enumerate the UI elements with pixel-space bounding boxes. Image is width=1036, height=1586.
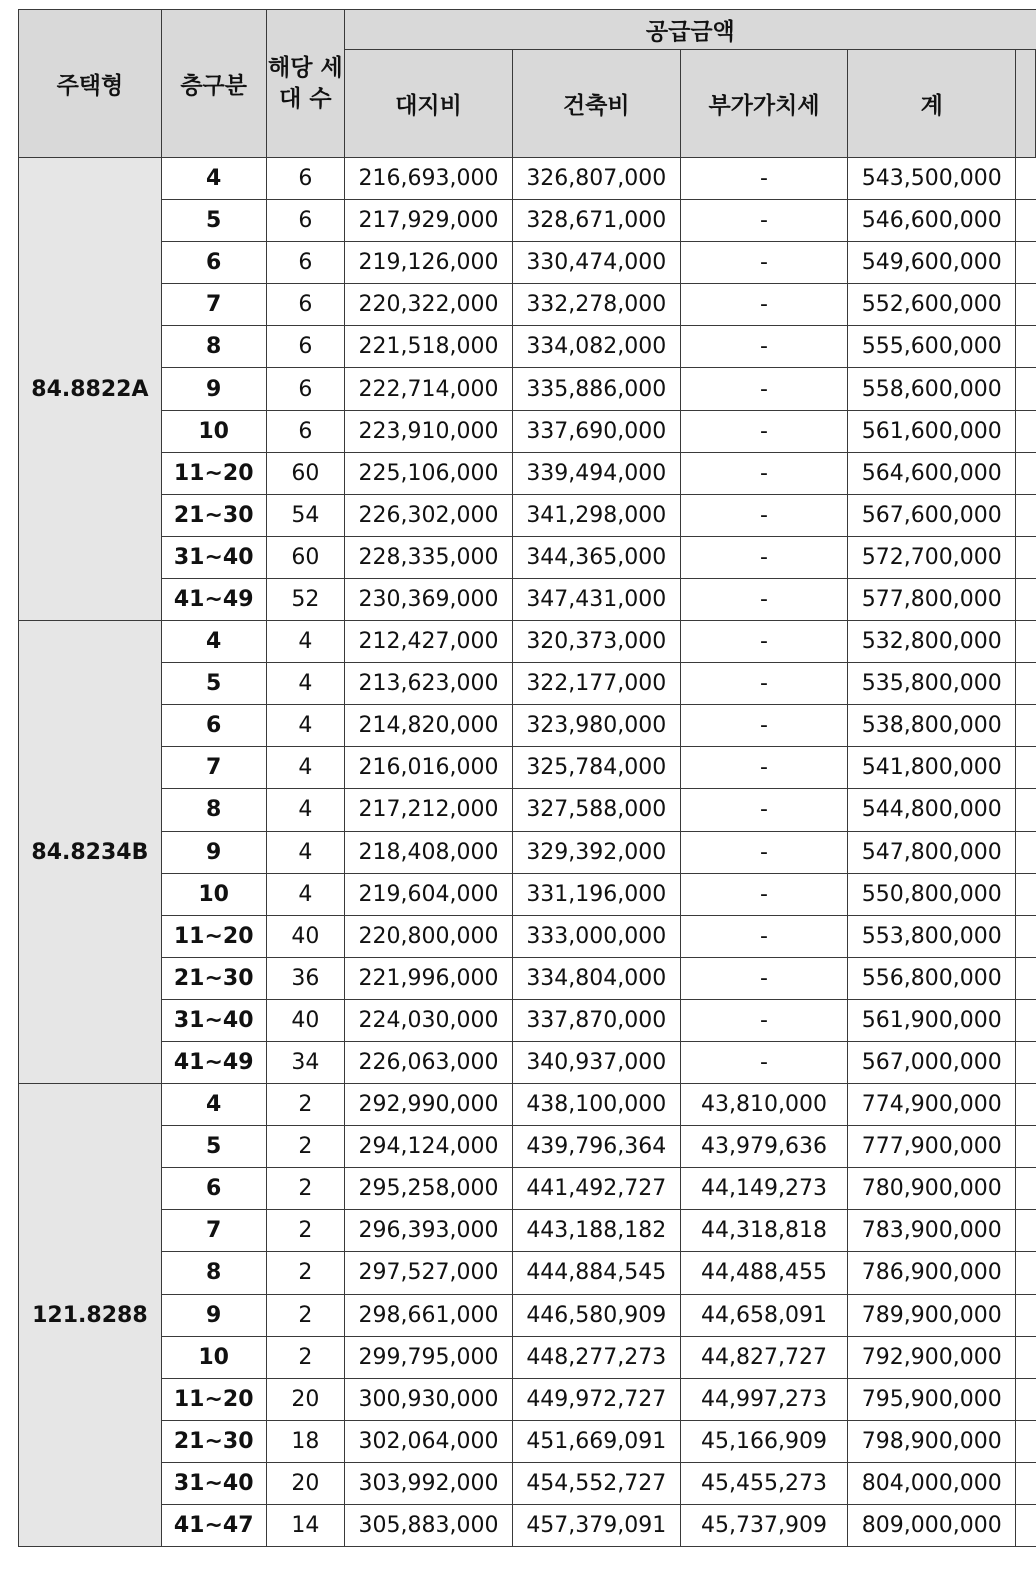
cut-off-cell bbox=[1016, 1505, 1036, 1547]
floor-cell: 10 bbox=[161, 1336, 266, 1378]
floor-cell: 6 bbox=[161, 1168, 266, 1210]
floor-cell: 4 bbox=[161, 621, 266, 663]
households-cell: 2 bbox=[266, 1168, 345, 1210]
total-cell: 567,000,000 bbox=[848, 1041, 1016, 1083]
table-row bbox=[19, 1210, 1036, 1252]
floor-cell: 8 bbox=[161, 326, 266, 368]
cut-off-cell bbox=[1016, 368, 1036, 410]
table-row bbox=[19, 957, 1036, 999]
total-cell: 786,900,000 bbox=[848, 1252, 1016, 1294]
floor-cell: 11~20 bbox=[161, 1378, 266, 1420]
floor-cell: 11~20 bbox=[161, 915, 266, 957]
cut-off-cell bbox=[1016, 410, 1036, 452]
table-row bbox=[19, 410, 1036, 452]
building-cost-cell: 441,492,727 bbox=[512, 1168, 680, 1210]
households-cell: 2 bbox=[266, 1126, 345, 1168]
vat-cell: - bbox=[680, 494, 848, 536]
housing-type-cell: 84.8234B bbox=[19, 621, 162, 1084]
land-cost-cell: 216,016,000 bbox=[345, 747, 513, 789]
households-cell: 60 bbox=[266, 452, 345, 494]
table-row bbox=[19, 368, 1036, 410]
building-cost-cell: 337,690,000 bbox=[512, 410, 680, 452]
cut-off-cell bbox=[1016, 200, 1036, 242]
table-row bbox=[19, 284, 1036, 326]
total-cell: 538,800,000 bbox=[848, 705, 1016, 747]
households-cell: 6 bbox=[266, 200, 345, 242]
cut-off-cell bbox=[1016, 1294, 1036, 1336]
households-cell: 2 bbox=[266, 1336, 345, 1378]
floor-cell: 6 bbox=[161, 705, 266, 747]
cut-off-cell bbox=[1016, 747, 1036, 789]
total-cell: 552,600,000 bbox=[848, 284, 1016, 326]
vat-cell: 45,455,273 bbox=[680, 1462, 848, 1504]
land-cost-cell: 224,030,000 bbox=[345, 999, 513, 1041]
cut-off-cell bbox=[1016, 536, 1036, 578]
floor-cell: 10 bbox=[161, 410, 266, 452]
total-cell: 572,700,000 bbox=[848, 536, 1016, 578]
table-header bbox=[19, 10, 1036, 158]
housing-type-cell: 121.8288 bbox=[19, 1084, 162, 1547]
land-cost-cell: 216,693,000 bbox=[345, 158, 513, 200]
table-row bbox=[19, 452, 1036, 494]
housing-type-cell: 84.8822A bbox=[19, 158, 162, 621]
table-row bbox=[19, 200, 1036, 242]
households-cell: 20 bbox=[266, 1378, 345, 1420]
table-row bbox=[19, 494, 1036, 536]
total-cell: 547,800,000 bbox=[848, 831, 1016, 873]
total-cell: 792,900,000 bbox=[848, 1336, 1016, 1378]
table-row bbox=[19, 1168, 1036, 1210]
total-cell: 558,600,000 bbox=[848, 368, 1016, 410]
households-cell: 2 bbox=[266, 1294, 345, 1336]
total-cell: 809,000,000 bbox=[848, 1505, 1016, 1547]
cut-off-cell bbox=[1016, 1041, 1036, 1083]
floor-cell: 11~20 bbox=[161, 452, 266, 494]
building-cost-cell: 454,552,727 bbox=[512, 1462, 680, 1504]
total-cell: 561,600,000 bbox=[848, 410, 1016, 452]
cut-off-cell bbox=[1016, 1462, 1036, 1504]
total-cell: 795,900,000 bbox=[848, 1378, 1016, 1420]
cut-off-cell bbox=[1016, 452, 1036, 494]
vat-cell: 43,979,636 bbox=[680, 1126, 848, 1168]
households-cell: 34 bbox=[266, 1041, 345, 1083]
table-row bbox=[19, 789, 1036, 831]
building-cost-cell: 340,937,000 bbox=[512, 1041, 680, 1083]
header-floor: 층구분 bbox=[161, 10, 266, 158]
households-cell: 18 bbox=[266, 1420, 345, 1462]
building-cost-cell: 334,804,000 bbox=[512, 957, 680, 999]
vat-cell: - bbox=[680, 873, 848, 915]
floor-cell: 6 bbox=[161, 242, 266, 284]
households-cell: 60 bbox=[266, 536, 345, 578]
floor-cell: 21~30 bbox=[161, 957, 266, 999]
building-cost-cell: 329,392,000 bbox=[512, 831, 680, 873]
building-cost-cell: 339,494,000 bbox=[512, 452, 680, 494]
total-cell: 780,900,000 bbox=[848, 1168, 1016, 1210]
floor-cell: 7 bbox=[161, 284, 266, 326]
total-cell: 532,800,000 bbox=[848, 621, 1016, 663]
cut-off-cell bbox=[1016, 789, 1036, 831]
building-cost-cell: 448,277,273 bbox=[512, 1336, 680, 1378]
households-cell: 52 bbox=[266, 578, 345, 620]
land-cost-cell: 226,063,000 bbox=[345, 1041, 513, 1083]
total-cell: 546,600,000 bbox=[848, 200, 1016, 242]
table-row bbox=[19, 578, 1036, 620]
vat-cell: 44,658,091 bbox=[680, 1294, 848, 1336]
building-cost-cell: 337,870,000 bbox=[512, 999, 680, 1041]
households-cell: 14 bbox=[266, 1505, 345, 1547]
building-cost-cell: 320,373,000 bbox=[512, 621, 680, 663]
vat-cell: - bbox=[680, 957, 848, 999]
floor-cell: 8 bbox=[161, 789, 266, 831]
vat-cell: - bbox=[680, 789, 848, 831]
vat-cell: 45,737,909 bbox=[680, 1505, 848, 1547]
header-households: 해당 세대 수 bbox=[266, 10, 345, 158]
building-cost-cell: 328,671,000 bbox=[512, 200, 680, 242]
cut-off-cell bbox=[1016, 831, 1036, 873]
vat-cell: - bbox=[680, 747, 848, 789]
vat-cell: 45,166,909 bbox=[680, 1420, 848, 1462]
floor-cell: 10 bbox=[161, 873, 266, 915]
land-cost-cell: 220,800,000 bbox=[345, 915, 513, 957]
table-row bbox=[19, 158, 1036, 200]
building-cost-cell: 331,196,000 bbox=[512, 873, 680, 915]
households-cell: 6 bbox=[266, 158, 345, 200]
land-cost-cell: 221,996,000 bbox=[345, 957, 513, 999]
floor-cell: 4 bbox=[161, 158, 266, 200]
table-row bbox=[19, 1041, 1036, 1083]
table-row bbox=[19, 1336, 1036, 1378]
total-cell: 541,800,000 bbox=[848, 747, 1016, 789]
table-row bbox=[19, 1378, 1036, 1420]
households-cell: 40 bbox=[266, 999, 345, 1041]
households-cell: 2 bbox=[266, 1084, 345, 1126]
total-cell: 798,900,000 bbox=[848, 1420, 1016, 1462]
building-cost-cell: 457,379,091 bbox=[512, 1505, 680, 1547]
vat-cell: 44,318,818 bbox=[680, 1210, 848, 1252]
table-row bbox=[19, 873, 1036, 915]
cut-off-cell bbox=[1016, 158, 1036, 200]
building-cost-cell: 330,474,000 bbox=[512, 242, 680, 284]
households-cell: 4 bbox=[266, 789, 345, 831]
households-cell: 6 bbox=[266, 410, 345, 452]
floor-cell: 8 bbox=[161, 1252, 266, 1294]
households-cell: 6 bbox=[266, 326, 345, 368]
building-cost-cell: 334,082,000 bbox=[512, 326, 680, 368]
vat-cell: - bbox=[680, 452, 848, 494]
vat-cell: 44,827,727 bbox=[680, 1336, 848, 1378]
vat-cell: - bbox=[680, 242, 848, 284]
cut-off-cell bbox=[1016, 242, 1036, 284]
table-row bbox=[19, 326, 1036, 368]
header-land: 대지비 bbox=[345, 50, 513, 158]
table-row bbox=[19, 831, 1036, 873]
building-cost-cell: 341,298,000 bbox=[512, 494, 680, 536]
table-row bbox=[19, 1084, 1036, 1126]
total-cell: 567,600,000 bbox=[848, 494, 1016, 536]
cut-off-cell bbox=[1016, 1378, 1036, 1420]
vat-cell: 44,149,273 bbox=[680, 1168, 848, 1210]
table-row bbox=[19, 747, 1036, 789]
building-cost-cell: 344,365,000 bbox=[512, 536, 680, 578]
vat-cell: - bbox=[680, 663, 848, 705]
cut-off-cell bbox=[1016, 621, 1036, 663]
building-cost-cell: 449,972,727 bbox=[512, 1378, 680, 1420]
table-row bbox=[19, 915, 1036, 957]
cut-off-cell bbox=[1016, 957, 1036, 999]
total-cell: 561,900,000 bbox=[848, 999, 1016, 1041]
building-cost-cell: 326,807,000 bbox=[512, 158, 680, 200]
land-cost-cell: 298,661,000 bbox=[345, 1294, 513, 1336]
land-cost-cell: 292,990,000 bbox=[345, 1084, 513, 1126]
header-cut-off-column bbox=[1016, 50, 1036, 158]
cut-off-cell bbox=[1016, 284, 1036, 326]
households-cell: 4 bbox=[266, 747, 345, 789]
table-body bbox=[19, 158, 1036, 1547]
cut-off-cell bbox=[1016, 999, 1036, 1041]
households-cell: 4 bbox=[266, 621, 345, 663]
total-cell: 544,800,000 bbox=[848, 789, 1016, 831]
building-cost-cell: 335,886,000 bbox=[512, 368, 680, 410]
building-cost-cell: 323,980,000 bbox=[512, 705, 680, 747]
cut-off-cell bbox=[1016, 663, 1036, 705]
building-cost-cell: 332,278,000 bbox=[512, 284, 680, 326]
table-row bbox=[19, 1252, 1036, 1294]
table-row bbox=[19, 999, 1036, 1041]
floor-cell: 7 bbox=[161, 747, 266, 789]
building-cost-cell: 443,188,182 bbox=[512, 1210, 680, 1252]
land-cost-cell: 295,258,000 bbox=[345, 1168, 513, 1210]
supply-price-table bbox=[18, 9, 1036, 1547]
land-cost-cell: 221,518,000 bbox=[345, 326, 513, 368]
building-cost-cell: 327,588,000 bbox=[512, 789, 680, 831]
floor-cell: 41~47 bbox=[161, 1505, 266, 1547]
floor-cell: 9 bbox=[161, 1294, 266, 1336]
total-cell: 777,900,000 bbox=[848, 1126, 1016, 1168]
households-cell: 20 bbox=[266, 1462, 345, 1504]
total-cell: 543,500,000 bbox=[848, 158, 1016, 200]
header-building: 건축비 bbox=[512, 50, 680, 158]
land-cost-cell: 305,883,000 bbox=[345, 1505, 513, 1547]
table-row bbox=[19, 663, 1036, 705]
table-row bbox=[19, 1420, 1036, 1462]
land-cost-cell: 299,795,000 bbox=[345, 1336, 513, 1378]
vat-cell: - bbox=[680, 915, 848, 957]
cut-off-cell bbox=[1016, 1210, 1036, 1252]
cut-off-cell bbox=[1016, 494, 1036, 536]
building-cost-cell: 322,177,000 bbox=[512, 663, 680, 705]
cut-off-cell bbox=[1016, 578, 1036, 620]
table-row bbox=[19, 1294, 1036, 1336]
vat-cell: - bbox=[680, 705, 848, 747]
households-cell: 6 bbox=[266, 284, 345, 326]
floor-cell: 41~49 bbox=[161, 578, 266, 620]
vat-cell: - bbox=[680, 1041, 848, 1083]
floor-cell: 9 bbox=[161, 368, 266, 410]
cut-off-cell bbox=[1016, 915, 1036, 957]
table-row bbox=[19, 621, 1036, 663]
building-cost-cell: 347,431,000 bbox=[512, 578, 680, 620]
land-cost-cell: 230,369,000 bbox=[345, 578, 513, 620]
land-cost-cell: 302,064,000 bbox=[345, 1420, 513, 1462]
land-cost-cell: 303,992,000 bbox=[345, 1462, 513, 1504]
vat-cell: 44,488,455 bbox=[680, 1252, 848, 1294]
land-cost-cell: 294,124,000 bbox=[345, 1126, 513, 1168]
households-cell: 2 bbox=[266, 1252, 345, 1294]
floor-cell: 21~30 bbox=[161, 1420, 266, 1462]
building-cost-cell: 333,000,000 bbox=[512, 915, 680, 957]
cut-off-cell bbox=[1016, 1168, 1036, 1210]
vat-cell: 44,997,273 bbox=[680, 1378, 848, 1420]
header-vat: 부가가치세 bbox=[680, 50, 848, 158]
total-cell: 804,000,000 bbox=[848, 1462, 1016, 1504]
building-cost-cell: 438,100,000 bbox=[512, 1084, 680, 1126]
households-cell: 6 bbox=[266, 368, 345, 410]
households-cell: 40 bbox=[266, 915, 345, 957]
households-cell: 2 bbox=[266, 1210, 345, 1252]
total-cell: 556,800,000 bbox=[848, 957, 1016, 999]
land-cost-cell: 222,714,000 bbox=[345, 368, 513, 410]
building-cost-cell: 325,784,000 bbox=[512, 747, 680, 789]
floor-cell: 5 bbox=[161, 663, 266, 705]
cut-off-cell bbox=[1016, 1420, 1036, 1462]
table-row bbox=[19, 1126, 1036, 1168]
vat-cell: - bbox=[680, 326, 848, 368]
land-cost-cell: 300,930,000 bbox=[345, 1378, 513, 1420]
total-cell: 789,900,000 bbox=[848, 1294, 1016, 1336]
households-cell: 54 bbox=[266, 494, 345, 536]
land-cost-cell: 219,604,000 bbox=[345, 873, 513, 915]
table-row bbox=[19, 1462, 1036, 1504]
total-cell: 555,600,000 bbox=[848, 326, 1016, 368]
households-cell: 4 bbox=[266, 873, 345, 915]
vat-cell: - bbox=[680, 200, 848, 242]
building-cost-cell: 446,580,909 bbox=[512, 1294, 680, 1336]
building-cost-cell: 439,796,364 bbox=[512, 1126, 680, 1168]
header-type: 주택형 bbox=[19, 10, 162, 158]
total-cell: 577,800,000 bbox=[848, 578, 1016, 620]
floor-cell: 4 bbox=[161, 1084, 266, 1126]
table-row bbox=[19, 242, 1036, 284]
land-cost-cell: 228,335,000 bbox=[345, 536, 513, 578]
cut-off-cell bbox=[1016, 1084, 1036, 1126]
floor-cell: 5 bbox=[161, 200, 266, 242]
vat-cell: - bbox=[680, 621, 848, 663]
floor-cell: 9 bbox=[161, 831, 266, 873]
cut-off-cell bbox=[1016, 1336, 1036, 1378]
vat-cell: - bbox=[680, 158, 848, 200]
cut-off-cell bbox=[1016, 705, 1036, 747]
vat-cell: - bbox=[680, 536, 848, 578]
header-total: 계 bbox=[848, 50, 1016, 158]
land-cost-cell: 213,623,000 bbox=[345, 663, 513, 705]
land-cost-cell: 217,212,000 bbox=[345, 789, 513, 831]
land-cost-cell: 223,910,000 bbox=[345, 410, 513, 452]
table-row bbox=[19, 705, 1036, 747]
households-cell: 6 bbox=[266, 242, 345, 284]
vat-cell: 43,810,000 bbox=[680, 1084, 848, 1126]
total-cell: 549,600,000 bbox=[848, 242, 1016, 284]
floor-cell: 5 bbox=[161, 1126, 266, 1168]
land-cost-cell: 212,427,000 bbox=[345, 621, 513, 663]
land-cost-cell: 296,393,000 bbox=[345, 1210, 513, 1252]
cut-off-cell bbox=[1016, 1252, 1036, 1294]
building-cost-cell: 451,669,091 bbox=[512, 1420, 680, 1462]
land-cost-cell: 218,408,000 bbox=[345, 831, 513, 873]
floor-cell: 41~49 bbox=[161, 1041, 266, 1083]
total-cell: 553,800,000 bbox=[848, 915, 1016, 957]
total-cell: 564,600,000 bbox=[848, 452, 1016, 494]
land-cost-cell: 217,929,000 bbox=[345, 200, 513, 242]
table-row bbox=[19, 1505, 1036, 1547]
land-cost-cell: 226,302,000 bbox=[345, 494, 513, 536]
floor-cell: 21~30 bbox=[161, 494, 266, 536]
cut-off-cell bbox=[1016, 873, 1036, 915]
floor-cell: 7 bbox=[161, 1210, 266, 1252]
total-cell: 783,900,000 bbox=[848, 1210, 1016, 1252]
vat-cell: - bbox=[680, 831, 848, 873]
vat-cell: - bbox=[680, 284, 848, 326]
building-cost-cell: 444,884,545 bbox=[512, 1252, 680, 1294]
vat-cell: - bbox=[680, 578, 848, 620]
header-supply-amount: 공급금액 bbox=[345, 10, 1036, 50]
vat-cell: - bbox=[680, 410, 848, 452]
floor-cell: 31~40 bbox=[161, 999, 266, 1041]
vat-cell: - bbox=[680, 368, 848, 410]
land-cost-cell: 219,126,000 bbox=[345, 242, 513, 284]
land-cost-cell: 214,820,000 bbox=[345, 705, 513, 747]
floor-cell: 31~40 bbox=[161, 536, 266, 578]
vat-cell: - bbox=[680, 999, 848, 1041]
households-cell: 4 bbox=[266, 663, 345, 705]
households-cell: 4 bbox=[266, 705, 345, 747]
total-cell: 550,800,000 bbox=[848, 873, 1016, 915]
total-cell: 774,900,000 bbox=[848, 1084, 1016, 1126]
land-cost-cell: 297,527,000 bbox=[345, 1252, 513, 1294]
total-cell: 535,800,000 bbox=[848, 663, 1016, 705]
land-cost-cell: 225,106,000 bbox=[345, 452, 513, 494]
land-cost-cell: 220,322,000 bbox=[345, 284, 513, 326]
floor-cell: 31~40 bbox=[161, 1462, 266, 1504]
table-row bbox=[19, 536, 1036, 578]
cut-off-cell bbox=[1016, 1126, 1036, 1168]
cut-off-cell bbox=[1016, 326, 1036, 368]
households-cell: 4 bbox=[266, 831, 345, 873]
households-cell: 36 bbox=[266, 957, 345, 999]
